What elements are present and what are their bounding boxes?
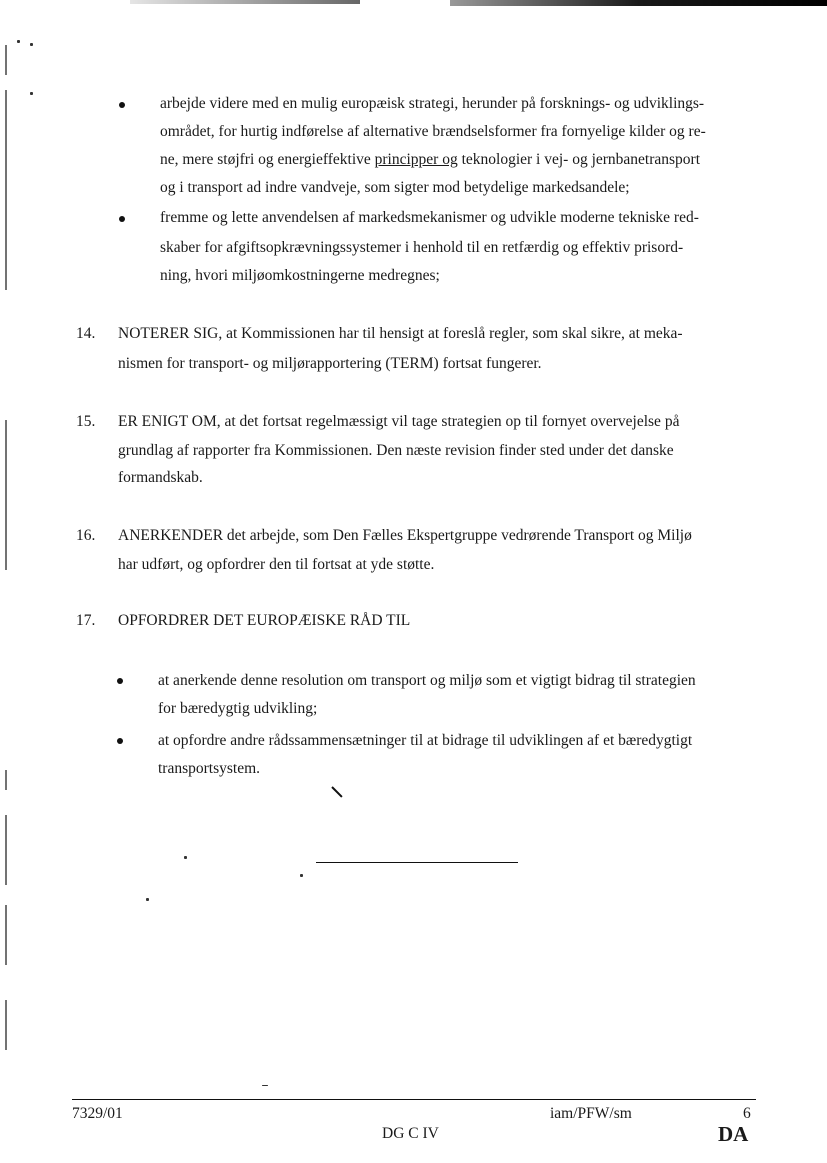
scan-margin-line xyxy=(5,420,7,570)
scan-speck xyxy=(146,898,149,901)
end-separator xyxy=(316,862,518,863)
bullet-text-line: for bæredygtig udvikling; xyxy=(158,700,318,717)
underlined-text: principper og xyxy=(374,151,458,168)
scan-margin-line xyxy=(5,45,7,75)
footer-page-number: 6 xyxy=(743,1105,751,1122)
bullet-text-line: arbejde videre med en mulig europæisk strategi, herunder på forsknings- og udviklings- xyxy=(160,95,705,112)
bullet-text-line xyxy=(160,150,700,170)
bullet-text-line: området, for hurtig indførelse af alternative brændselsformer fra fornyelige kilder og re- xyxy=(160,123,706,140)
item-number: 17. xyxy=(76,612,96,629)
bullet-dot xyxy=(117,678,123,684)
bullet-text-line: fremme og lette anvendelsen af markedsmekanismer og udvikle moderne tekniske red- xyxy=(160,209,699,226)
text-segment: teknologier i vej- og jernbanetransport xyxy=(457,151,701,168)
bullet-text-line: at opfordre andre rådssammensætninger til at bidrage til udviklingen af et bæredygtigt xyxy=(158,732,693,749)
bullet-dot xyxy=(119,216,125,222)
item-text-line: ANERKENDER det arbejde, som Den Fælles Ekspertgruppe vedrørende Transport og Miljø xyxy=(118,527,692,544)
scan-speck xyxy=(30,43,33,46)
bullet-text-line: at anerkende denne resolution om transport og miljø som et vigtigt bidrag til strategien xyxy=(158,672,696,689)
text-segment: ne, mere støjfri og energieffektive xyxy=(160,151,375,168)
bullet-dot xyxy=(117,738,123,744)
item-text-line: ER ENIGT OM, at det fortsat regelmæssigt vil tage strategien op til fornyet overvejelse på xyxy=(118,413,680,430)
bullet-dot xyxy=(119,102,125,108)
item-number: 16. xyxy=(76,527,96,544)
scan-border-top-left xyxy=(130,0,360,4)
scan-speck xyxy=(300,874,303,877)
bullet-text-line: transportsystem. xyxy=(158,760,261,777)
item-text-line: nismen for transport- og miljørapportering (TERM) fortsat fungerer. xyxy=(118,355,542,372)
scan-margin-line xyxy=(5,905,7,965)
scan-speck xyxy=(17,40,20,43)
footer-directorate: DG C IV xyxy=(382,1125,439,1142)
footer-doc-number: 7329/01 xyxy=(72,1105,123,1122)
bullet-text-line: skaber for afgiftsopkrævningssystemer i henhold til en retfærdig og effektiv prisord- xyxy=(160,239,684,256)
scan-border-top-right xyxy=(450,0,827,6)
item-text-line: formandskab. xyxy=(118,469,203,486)
scan-margin-line xyxy=(5,1000,7,1050)
item-number: 15. xyxy=(76,413,96,430)
item-text-line: OPFORDRER DET EUROPÆISKE RÅD TIL xyxy=(118,612,411,629)
scan-margin-line xyxy=(5,815,7,885)
pen-tick-mark xyxy=(331,786,342,797)
item-text-line: grundlag af rapporter fra Kommissionen. Den næste revision finder sted under det danske xyxy=(118,442,674,459)
item-text-line: har udført, og opfordrer den til fortsat at yde støtte. xyxy=(118,556,435,573)
bullet-text-line: og i transport ad indre vandveje, som sigter mod betydelige markedsandele; xyxy=(160,179,630,196)
item-number: 14. xyxy=(76,325,96,342)
scan-speck xyxy=(184,856,187,859)
bullet-text-line: ning, hvori miljøomkostningerne medregnes; xyxy=(160,267,440,284)
footer-reference: iam/PFW/sm xyxy=(550,1105,632,1122)
scan-margin-line xyxy=(5,770,7,790)
item-text-line: NOTERER SIG, at Kommissionen har til hensigt at foreslå regler, som skal sikre, at meka- xyxy=(118,325,683,342)
footer-language-code: DA xyxy=(718,1122,749,1146)
footer-rule xyxy=(72,1099,756,1100)
scan-speck xyxy=(262,1085,268,1086)
scan-speck xyxy=(30,92,33,95)
scan-margin-line xyxy=(5,90,7,290)
